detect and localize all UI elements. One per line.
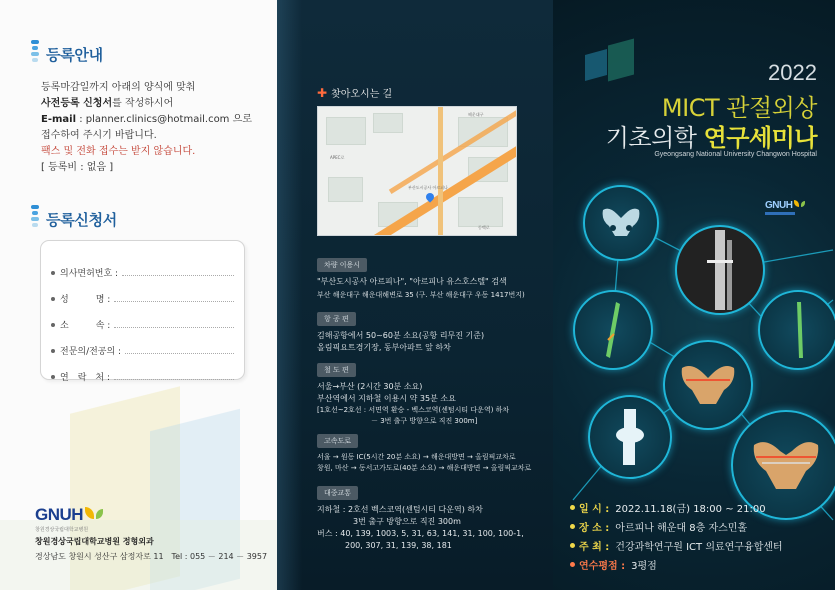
knee-circle: [588, 395, 672, 479]
registration-panel: [0, 0, 277, 590]
knee-icon: [610, 409, 650, 465]
car-badge: 차량 이용시: [317, 258, 367, 272]
map-label: 해운대구: [468, 112, 484, 117]
event-title-line2: 기초의학 연구세미나: [605, 124, 817, 152]
event-title-line1: MICT 관절외상: [661, 94, 817, 122]
registration-notice: 팩스 및 전화 접수는 받지 않습니다.: [41, 146, 196, 157]
air-section: 항 공 편 김해공항에서 50~60분 소요(공항 리무진 기준) 올림픽요트경기장, 동부아파트 앞 하차: [317, 306, 547, 354]
event-credit: 연수평점 : 3평점: [570, 557, 820, 572]
cover-panel: [553, 0, 835, 590]
spine-icon: [30, 205, 40, 233]
highway-section: 고속도로 서울 → 원동 IC(5시간 20분 소요) → 해운대방면 → 올림픽교차로 창원, 마산 → 동서고가도로(40분 소요) → 해운대방면 → 올림픽교차로: [317, 428, 547, 474]
event-year: 2022: [768, 60, 817, 85]
form-row-specialty: 전문의/전공의 :: [51, 331, 234, 357]
registration-line: 등록마감일까지 아래의 양식에 맞춰: [41, 82, 196, 93]
spine-icon: [30, 40, 40, 68]
pelvis-fracture-circle: [663, 340, 753, 430]
logo-subtext: 창원경상국립대학교병원: [35, 527, 89, 533]
application-form: [40, 240, 245, 383]
leaf-icon: [85, 507, 94, 519]
registration-line: 접수하여 주시기 바랍니다.: [41, 130, 157, 141]
xray-circle: [675, 225, 765, 315]
hospital-name: 창원경상국립대학교병원 정형외과: [35, 537, 154, 546]
registration-email: E-mail : planner.clinics@hotmail.com 으로: [41, 114, 252, 125]
femur-icon: [783, 300, 813, 360]
event-host: 주 최 : 건강과학연구원 ICT 의료연구융합센터: [570, 538, 820, 553]
application-title: 등록신청서: [46, 210, 117, 229]
tibia-icon: [598, 300, 628, 360]
leaf-icon: [96, 509, 103, 519]
form-row-name: 성 명 :: [51, 279, 234, 305]
form-row-license: 의사면허번호 :: [51, 253, 234, 279]
location-map[interactable]: [317, 106, 517, 236]
directions-title: 찾아오시는 길: [331, 89, 393, 100]
public-badge: 대중교통: [317, 486, 358, 500]
logo-text: GNUH: [35, 505, 84, 524]
femur-circle: [758, 290, 835, 370]
input-line[interactable]: [114, 327, 234, 328]
pelvis-fracture-icon: [678, 362, 738, 408]
public-transit-section: 대중교통 지하철 : 2호선 벡스코역(센텀시티 다운역) 하차 3번 출구 방향으로 직진 300m 버스 : 40, 139, 1003, 5, 31, 63, 141, 31, 100, 100-1, 200, 307, 31, 139, 38, 181: [317, 480, 547, 552]
highway-badge: 고속도로: [317, 434, 358, 448]
car-section: 차량 이용시 "부산도시공사 아르피나", "아르피나 유스호스텔" 검색 부산 해운대구 해운대해변로 35 (구. 부산 해운대구 우동 1417번지): [317, 252, 547, 301]
pelvis-implant-icon: [750, 437, 822, 493]
map-label: 동백로: [478, 225, 490, 230]
plus-icon: ✚: [317, 85, 328, 100]
event-date: 일 시 : 2022.11.18(금) 18:00 ~ 21:00: [570, 500, 820, 515]
input-line[interactable]: [114, 301, 234, 302]
input-line[interactable]: [114, 379, 234, 380]
map-label: 부산도시공사 아르피나: [408, 185, 448, 190]
registration-title: 등록안내: [46, 45, 103, 64]
hospital-address: 경상남도 창원시 성산구 삼정자로 11 Tel : 055 － 214 － 3957: [35, 552, 268, 561]
rail-section: 철 도 편 서울→부산 (2시간 30분 소요) 부산역에서 지하철 이용시 약 35분 소요 [1호선~2호선 : 서면역 환승 - 벡스코역(센텀시티 다운역) 하차 － 3번 출구 방향으로 직진 300m]: [317, 357, 547, 427]
registration-line: 사전등록 신청서를 작성하시어: [41, 98, 174, 109]
form-row-affiliation: 소 속 :: [51, 305, 234, 331]
event-place: 장 소 : 아르피나 해운대 8층 자스민홀: [570, 519, 820, 534]
input-line[interactable]: [125, 353, 234, 354]
decorative-shape: [277, 0, 302, 590]
form-row-contact: 연 락 처 :: [51, 357, 234, 383]
logo-text: GNUH: [765, 200, 793, 211]
pelvis-icon: [599, 206, 643, 240]
rail-badge: 철 도 편: [317, 363, 356, 377]
registration-fee: [ 등록비 : 없음 ]: [41, 162, 114, 173]
registration-text: [41, 80, 271, 176]
pelvis-circle: [583, 185, 659, 261]
air-badge: 항 공 편: [317, 312, 356, 326]
directions-heading: [317, 85, 392, 100]
directions-panel: [277, 0, 553, 590]
map-label: APEC로: [330, 155, 345, 160]
hospital-logo: [35, 505, 154, 547]
tibia-circle: [573, 290, 653, 370]
input-line[interactable]: [122, 275, 234, 276]
registration-heading: [30, 40, 103, 68]
event-subtitle: Gyeongsang National University Changwon Hospital: [654, 151, 817, 158]
xray-bone-icon: [695, 230, 745, 310]
application-heading: [30, 205, 117, 233]
